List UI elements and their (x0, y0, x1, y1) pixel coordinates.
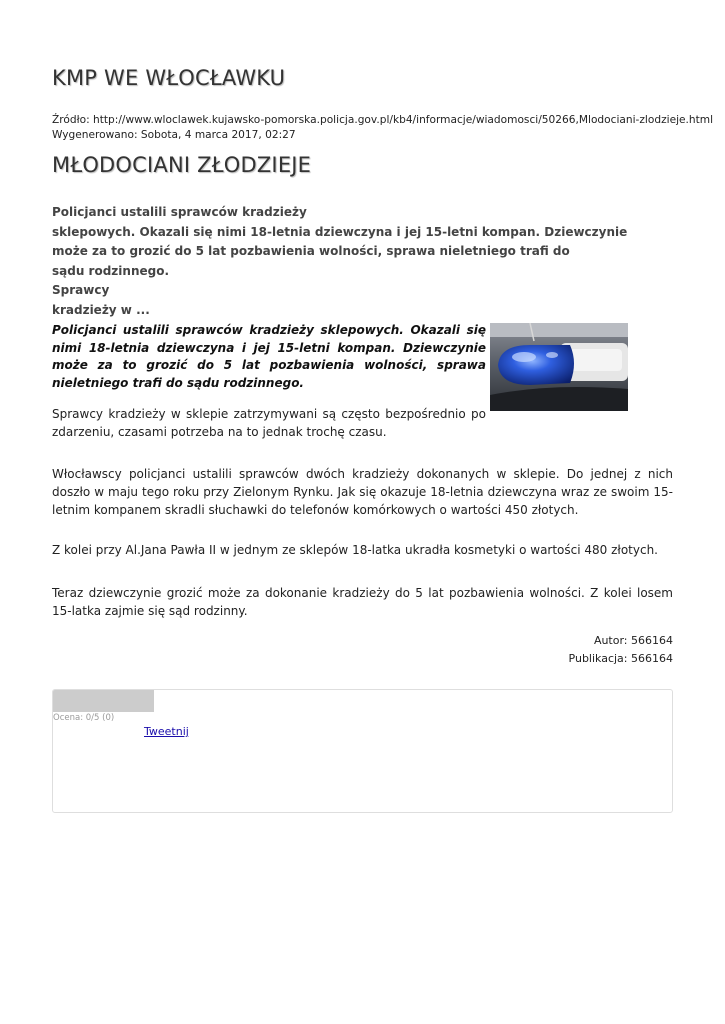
summary-line: sądu rodzinnego. (52, 263, 170, 278)
article-title: MŁODOCIANI ZŁODZIEJE (52, 153, 312, 177)
rating-stars-bar[interactable] (53, 690, 154, 712)
article-paragraph: Teraz dziewczynie grozić może za dokonanie kradzieży do 5 lat pozbawienia wolności. Z kolei losem 15-latka zajmie się sąd rodzinny. (52, 586, 673, 618)
rating-box (52, 689, 673, 813)
summary-line: sklepowych. Okazali się nimi 18-letnia dziewczyna i jej 15-letni kompan. Dziewczynie (52, 224, 628, 239)
article-paragraph: Z kolei przy Al.Jana Pawła II w jednym ze sklepów 18-latka ukradła kosmetyki o wartości 480 złotych. (52, 543, 658, 557)
police-light-photo (490, 323, 628, 411)
author: Autor: 566164 (593, 634, 673, 647)
rating-text: Ocena: 0/5 (0) (53, 713, 115, 723)
generated-date: Wygenerowano: Sobota, 4 marca 2017, 02:27 (52, 129, 296, 141)
summary-line: Policjanci ustalili sprawców kradzieży (52, 205, 307, 219)
summary-line: Sprawcy (52, 283, 110, 297)
publication: Publikacja: 566164 (568, 652, 673, 665)
source-meta (52, 113, 713, 143)
summary-line: może za to grozić do 5 lat pozbawienia wolności, sprawa nieletniego trafi do (52, 244, 570, 258)
article-summary (52, 203, 628, 320)
summary-line: kradzieży w ... (52, 302, 150, 317)
article-paragraph: Sprawcy kradzieży w sklepie zatrzymywani są często bezpośrednio po zdarzeniu, czasami potrzeba na to jednak trochę czasu. (52, 407, 486, 439)
tweet-link[interactable]: Tweetnij (144, 725, 189, 738)
article-lead: Policjanci ustalili sprawców kradzieży sklepowych. Okazali się nimi 18-letnia dziewczyna i jej 15-letni kompan. Dziewczynie może za to grozić do 5 lat pozbawienia wolności, sprawa nieletniego trafi do sądu rodzinnego. (52, 323, 486, 390)
article-credits (569, 632, 673, 668)
article-paragraph: Włocławscy policjanci ustalili sprawców dwóch kradzieży dokonanych w sklepie. Do jednej z nich doszło w maju tego roku przy Zielonym Rynku. Jak się okazuje 18-letnia dziewczyna wraz ze swoim 15-letnim kompanem skradli słuchawki do telefonów komórkowych o wartości 450 złotych. (52, 467, 673, 517)
site-title: KMP WE WŁOCŁAWKU (52, 66, 286, 90)
source-url: Źródło: http://www.wloclawek.kujawsko-pomorska.policja.gov.pl/kb4/informacje/wiadomosci/50266,Mlodociani-zlodzieje.html (52, 114, 714, 126)
